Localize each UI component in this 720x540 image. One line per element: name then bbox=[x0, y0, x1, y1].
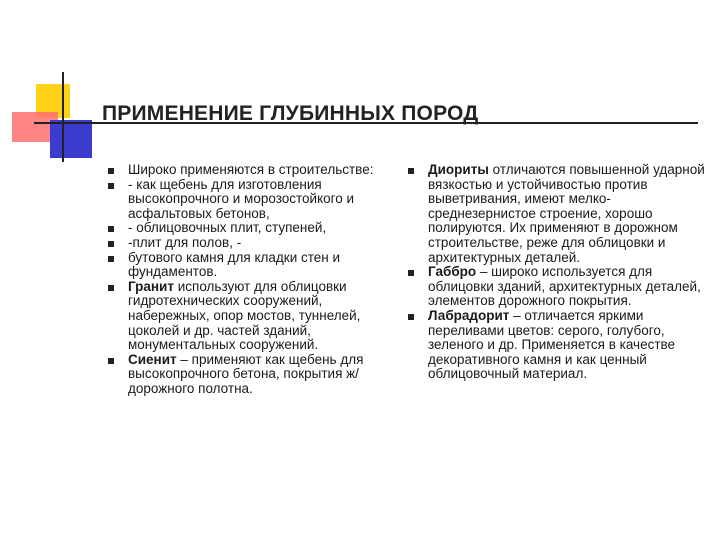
list-item bbox=[108, 221, 398, 236]
item-bold-term: Габбро bbox=[428, 264, 477, 280]
vertical-decor-line bbox=[62, 72, 64, 162]
item-description: - облицовочных плит, ступеней, bbox=[128, 220, 327, 236]
list-item bbox=[108, 251, 398, 280]
list-item-text bbox=[428, 309, 708, 382]
list-item bbox=[108, 280, 398, 353]
bullet-icon bbox=[108, 285, 114, 291]
bullet-icon bbox=[408, 270, 414, 276]
list-item-text bbox=[428, 265, 708, 309]
bullet-icon bbox=[108, 168, 114, 174]
bullet-icon bbox=[108, 256, 114, 262]
list-item bbox=[408, 309, 708, 382]
list-item bbox=[108, 353, 398, 397]
bullet-icon bbox=[408, 168, 414, 174]
item-description: - как щебень для изготовления высокопрочного и морозостойкого и асфальтовых бетонов, bbox=[128, 176, 355, 221]
right-column-list bbox=[408, 163, 708, 382]
item-description: бутового камня для кладки стен и фундаментов. bbox=[128, 249, 341, 280]
list-item-text bbox=[128, 221, 398, 236]
item-description: используют для облицовки гидротехнических сооружений, набережных, опор мостов, туннелей, цоколей и др. частей зданий, монументальных сооружений. bbox=[128, 278, 361, 353]
list-item-text bbox=[128, 353, 398, 397]
bullet-icon bbox=[108, 358, 114, 364]
list-item bbox=[108, 178, 398, 222]
item-description: – применяют как щебень для высокопрочного бетона, покрытия ж/дорожного полотна. bbox=[128, 351, 364, 396]
blue-decor-square bbox=[50, 120, 92, 158]
list-item-text bbox=[128, 163, 398, 178]
list-item-text bbox=[128, 251, 398, 280]
page-title: ПРИМЕНЕНИЕ ГЛУБИННЫХ ПОРОД bbox=[102, 102, 479, 125]
list-item-text bbox=[128, 280, 398, 353]
item-description: – широко используется для облицовки зданий, архитектурных деталей, элементов дорожного покрытия. bbox=[428, 264, 701, 309]
left-column-list bbox=[108, 163, 398, 397]
item-description: Широко применяются в строительстве: bbox=[128, 162, 374, 177]
item-description: отличаются повышенной ударной вязкостью и устойчивостью против выветривания, имеют мелко-среднезернистое строение, хорошо полируются. Их применяют в дорожном строительстве, реже для облицовки и архитектурных деталей. bbox=[428, 162, 705, 265]
item-description: – отличается яркими переливами цветов: серого, голубого, зеленого и др. Применяется в качестве декоративного камня и как ценный облицовочный материал. bbox=[428, 307, 676, 382]
list-item bbox=[108, 163, 398, 178]
item-bold-term: Сиенит bbox=[128, 351, 177, 367]
item-bold-term: Гранит bbox=[128, 278, 174, 294]
list-item-text bbox=[128, 178, 398, 222]
list-item-text bbox=[428, 163, 708, 265]
item-bold-term: Диориты bbox=[428, 162, 489, 177]
list-item-text bbox=[128, 236, 398, 251]
bullet-icon bbox=[108, 226, 114, 232]
list-item bbox=[108, 236, 398, 251]
bullet-icon bbox=[108, 183, 114, 189]
bullet-icon bbox=[108, 241, 114, 247]
bullet-icon bbox=[408, 314, 414, 320]
item-bold-term: Лабрадорит bbox=[428, 307, 510, 323]
list-item bbox=[408, 163, 708, 265]
item-description: -плит для полов, - bbox=[128, 234, 242, 250]
list-item bbox=[408, 265, 708, 309]
